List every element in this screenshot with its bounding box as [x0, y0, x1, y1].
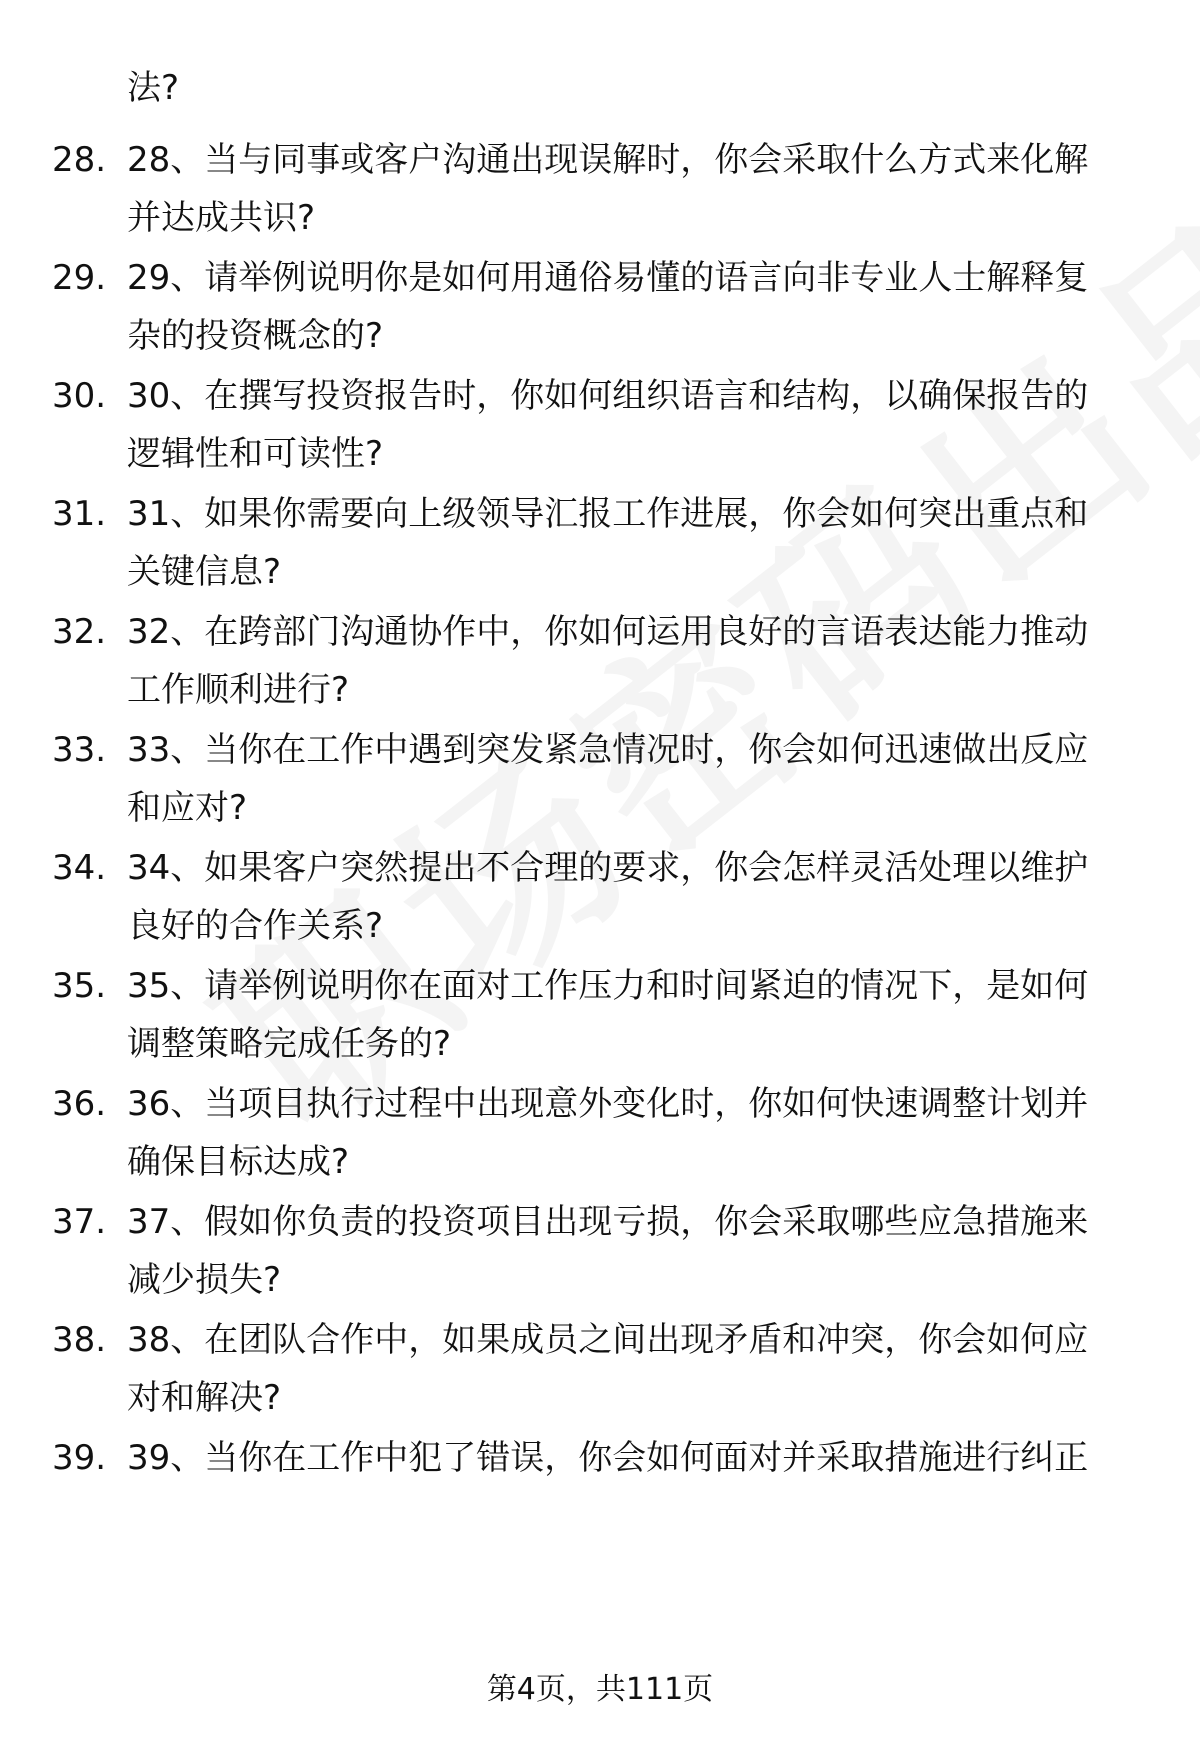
- question-number: 36.: [52, 1084, 107, 1124]
- question-item: [0, 248, 1200, 378]
- question-text-line: 对和解决?: [127, 1378, 282, 1418]
- question-text-line: 36、当项目执行过程中出现意外变化时，你如何快速调整计划并: [127, 1084, 1089, 1124]
- question-item: [0, 1074, 1200, 1204]
- question-text-line: 30、在撰写投资报告时，你如何组织语言和结构，以确保报告的: [127, 376, 1089, 416]
- question-text-line: 38、在团队合作中，如果成员之间出现矛盾和冲突，你会如何应: [127, 1320, 1089, 1360]
- question-number: 29.: [52, 258, 107, 298]
- question-item: [0, 720, 1200, 850]
- question-item: [0, 484, 1200, 614]
- question-item: [0, 1192, 1200, 1322]
- question-number: 31.: [52, 494, 107, 534]
- question-item: [0, 130, 1200, 260]
- question-text-line: 37、假如你负责的投资项目出现亏损，你会采取哪些应急措施来: [127, 1202, 1089, 1242]
- question-text-line: 良好的合作关系?: [127, 906, 384, 946]
- question-number: 39.: [52, 1438, 107, 1478]
- question-item: [0, 956, 1200, 1086]
- question-text-line: 杂的投资概念的?: [127, 316, 384, 356]
- question-item: [0, 602, 1200, 732]
- question-text-line: 并达成共识?: [127, 198, 316, 238]
- question-text-line: 关键信息?: [127, 552, 282, 592]
- question-item: [0, 1310, 1200, 1440]
- question-text-line: 确保目标达成?: [127, 1142, 350, 1182]
- question-text-line: 33、当你在工作中遇到突发紧急情况时，你会如何迅速做出反应: [127, 730, 1089, 770]
- question-text-line: 工作顺利进行?: [127, 670, 350, 710]
- page-footer: 第4页，共111页: [486, 1672, 714, 1707]
- question-text-line: 35、请举例说明你在面对工作压力和时间紧迫的情况下，是如何: [127, 966, 1089, 1006]
- question-number: 28.: [52, 140, 107, 180]
- question-text-line: 减少损失?: [127, 1260, 282, 1300]
- question-text-line: 39、当你在工作中犯了错误，你会如何面对并采取措施进行纠正: [127, 1438, 1089, 1478]
- question-text-line: 32、在跨部门沟通协作中，你如何运用良好的言语表达能力推动: [127, 612, 1089, 652]
- question-text-line: 和应对?: [127, 788, 248, 828]
- question-number: 37.: [52, 1202, 107, 1242]
- question-item: [0, 838, 1200, 968]
- question-text-line: 调整策略完成任务的?: [127, 1024, 452, 1064]
- question-number: 35.: [52, 966, 107, 1006]
- question-number: 38.: [52, 1320, 107, 1360]
- continued-text: 法?: [127, 68, 180, 108]
- question-number: 30.: [52, 376, 107, 416]
- question-number: 32.: [52, 612, 107, 652]
- question-number: 33.: [52, 730, 107, 770]
- question-text-line: 逻辑性和可读性?: [127, 434, 384, 474]
- question-item: [0, 1428, 1200, 1558]
- question-text-line: 31、如果你需要向上级领导汇报工作进展，你会如何突出重点和: [127, 494, 1089, 534]
- question-number: 34.: [52, 848, 107, 888]
- question-text-line: 28、当与同事或客户沟通出现误解时，你会采取什么方式来化解: [127, 140, 1089, 180]
- question-text-line: 29、请举例说明你是如何用通俗易懂的语言向非专业人士解释复: [127, 258, 1089, 298]
- question-item: [0, 366, 1200, 496]
- question-text-line: 34、如果客户突然提出不合理的要求，你会怎样灵活处理以维护: [127, 848, 1089, 888]
